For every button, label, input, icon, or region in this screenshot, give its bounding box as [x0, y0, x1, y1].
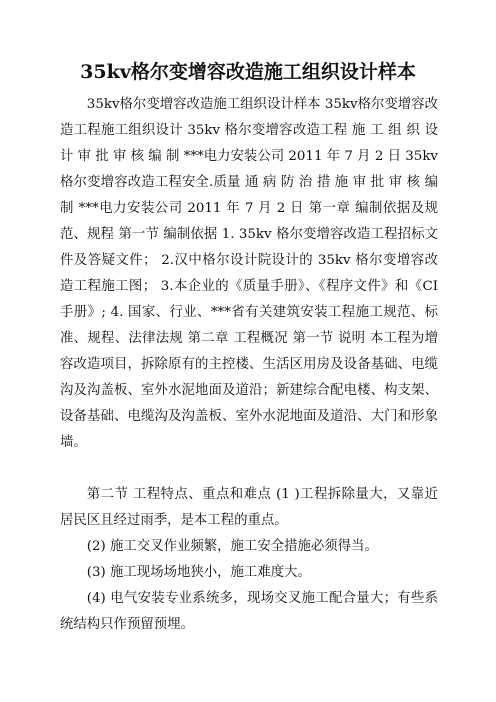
document-title: 35kv格尔变增容改造施工组织设计样本 [80, 61, 416, 83]
paragraph-key-points: 第二节 工程特点、重点和难点 (1 )工程拆除量大，又靠近居民区且经过雨季，是本工程的重点。 [60, 487, 438, 528]
paragraph-item-4: (4) 电气安装专业系统多，现场交叉施工配合量大；有些系统结构只作预留预埋。 [60, 591, 438, 632]
paragraph-item-2: (2) 施工交叉作业频繁，施工安全措施必须得当。 [86, 539, 378, 554]
paragraph-item-3: (3) 施工现场场地狭小，施工难度大。 [86, 565, 311, 580]
paragraph-overview: 35kv格尔变增容改造施工组织设计样本 35kv格尔变增容改造工程施工组织设计 35kv 格尔变增容改造工程 施 工 组 织 设 计 审 批 审 核 编 制 ***电力安装公司 2011 年 7 月 2 日 35kv 格尔变增容改造工程安全.质量 通 病 防 治 措 施 审 批 审 核 编 制 ***电力安装公司 2011 年 7 月 2 日 第一章 编制依据及规范、规程 第一节 编制依据 1. 35kv 格尔变增容改造工程招标文件及答疑文件； 2.汉中格尔设计院设计的 35kv 格尔变增容改造工程施工图； 3.本企业的《质量手册》、《程序文件》和《CI 手册》; 4. 国家、行业、***省有关建筑安装工程施工规范、标准、规程、法律法规 第二章 工程概况 第一节 说明 本工程为增容改造项目，拆除原有的主控楼、生活区用房及设备基础、电缆沟及沟盖板、室外水泥地面及道沿；新建综合配电楼、构支架、设备基础、电缆沟及沟盖板、室外水泥地面及道沿、大门和形象墙。 [60, 97, 438, 450]
